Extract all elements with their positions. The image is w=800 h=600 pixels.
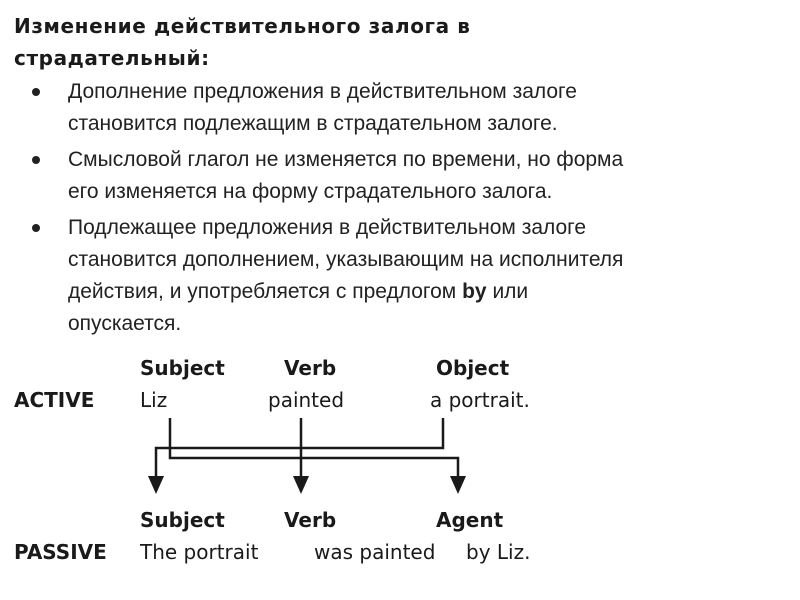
rule-text: Смысловой глагол не изменяется по времени, но форма его изменяется на форму страдательного залога. [68,148,624,203]
passive-label: PASSIVE [14,540,107,564]
bullet-icon [32,88,40,96]
passive-agent-header: Agent [436,508,504,532]
rule-text: Дополнение предложения в действительном залоге становится подлежащим в страдательном залоге. [68,80,577,135]
passive-verb-value: was painted [314,540,436,564]
rules-list [32,76,632,344]
passive-verb-header: Verb [284,508,337,532]
list-item [32,144,632,208]
arrowhead-agent [450,476,466,494]
active-subject-value: Liz [140,388,168,412]
page-heading: Изменение действительного залога в страдательный: [14,14,471,70]
list-item [32,212,632,340]
active-object-header: Object [436,356,510,380]
bullet-icon [32,224,40,232]
active-object-value: a portrait. [430,388,530,412]
active-label: ACTIVE [14,388,95,412]
voice-diagram [0,340,800,580]
active-subject-header: Subject [140,356,225,380]
preposition-by: by [462,280,487,303]
list-item [32,76,632,140]
passive-agent-value: by Liz. [466,540,531,564]
object-to-subject-arrow [156,418,443,478]
passive-subject-value: The portrait [140,540,259,564]
bullet-icon [32,156,40,164]
rule-text: Подлежащее предложения в действительном залоге становится дополнением, указывающим на исполнителя действия, и употребляется с предлогом [68,216,624,303]
active-verb-header: Verb [284,356,337,380]
active-verb-value: painted [268,388,345,412]
passive-subject-header: Subject [140,508,225,532]
arrowhead-verb [293,476,309,494]
rule-text-end: или опускается. [68,280,529,335]
arrowhead-subject [148,476,164,494]
